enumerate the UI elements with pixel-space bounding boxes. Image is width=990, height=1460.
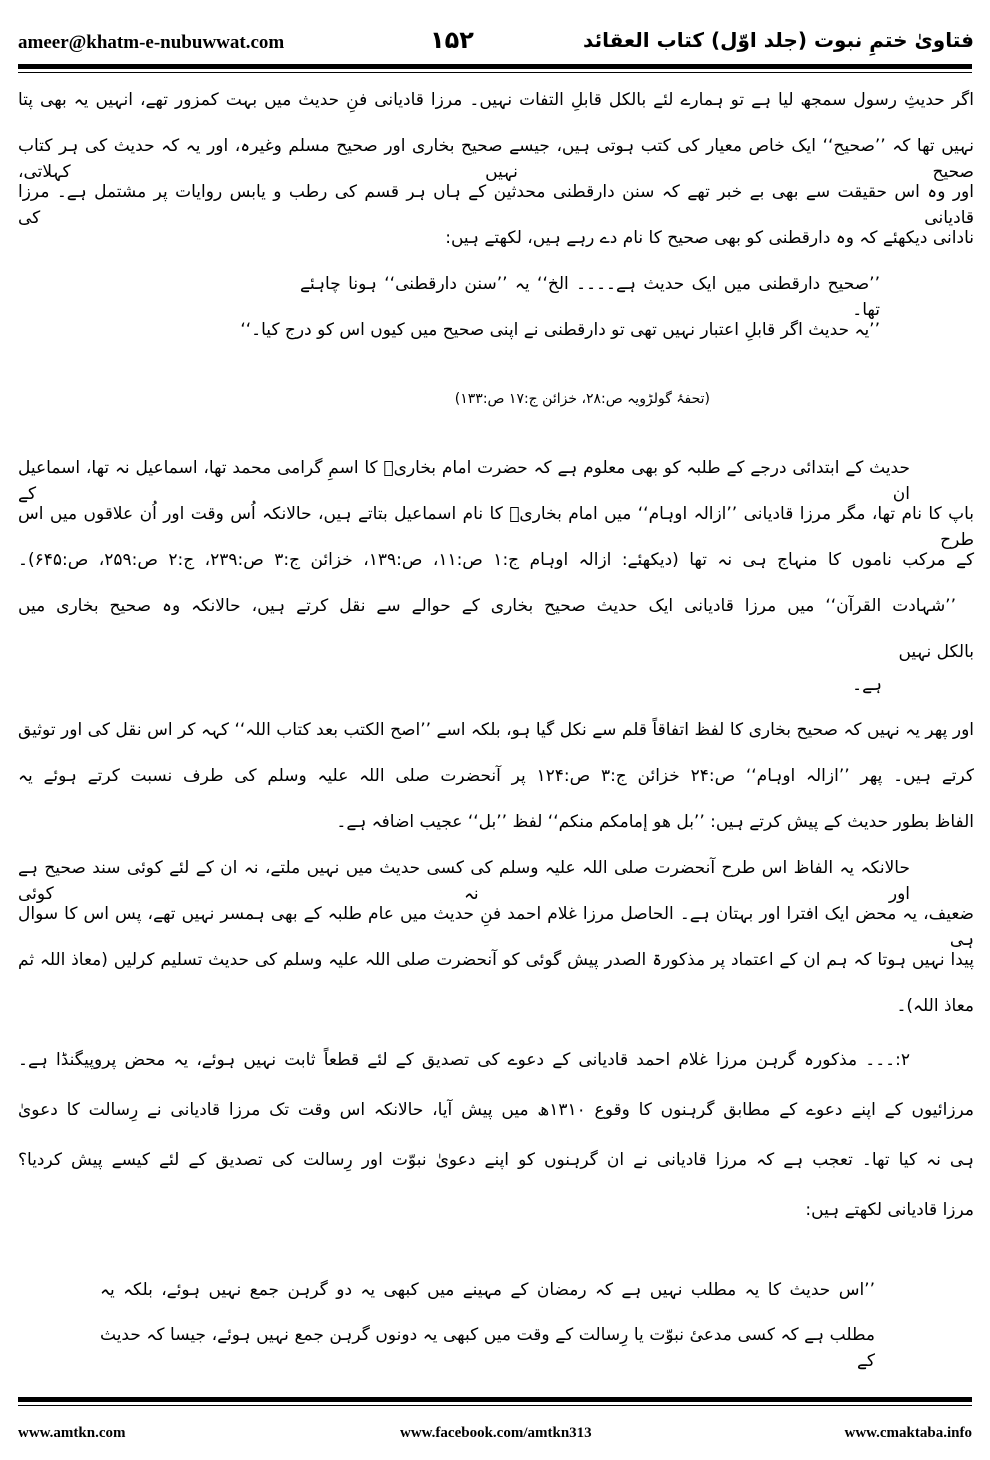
footer-link-cmaktaba[interactable]: www.cmaktaba.info bbox=[844, 1425, 972, 1441]
body-line: اور پھر یہ نہیں کہ صحیح بخاری کا لفظ اتفاقاً قلم سے نکل گیا ہو، بلکہ اسے ’’اصح الکتب بعد کتاب اللہ‘‘ کہہ کر اس نقل کی اور توثیق bbox=[18, 720, 974, 740]
body-line: الفاظ بطور حدیث کے پیش کرتے ہیں: ’’بل ھو إمامکم منکم‘‘ لفظ ’’بل‘‘ عجیب اضافہ ہے۔ bbox=[336, 812, 974, 832]
body-line: ہے۔ bbox=[852, 675, 882, 695]
page-number: ۱۵۲ bbox=[430, 26, 474, 54]
body-line: حالانکہ یہ الفاظ اس طرح آنحضرت صلی اللہ علیہ وسلم کی کسی حدیث میں نہیں ملتے، نہ ان کے لئے کوئی سند صحیح ہے اور نہ کوئی bbox=[18, 858, 910, 904]
quote-line: ’’اس حدیث کا یہ مطلب نہیں ہے کہ رمضان کے مہینے میں کبھی یہ دو گرہن جمع نہیں ہوئے، بلکہ یہ bbox=[100, 1280, 875, 1300]
body-line: بالکل نہیں bbox=[898, 642, 974, 662]
body-line: باپ کا نام تھا، مگر مرزا قادیانی ’’ازالہ اوہام‘‘ میں امام بخاریؒ کا نام اسماعیل بتاتے ہیں، حالانکہ اُس وقت اور اُن علاقوں میں اس طرح bbox=[18, 504, 974, 550]
quote-line: ’’صحیح دارقطنی میں ایک حدیث ہے۔۔۔۔ الخ‘‘ یہ ’’سنن دارقطنی‘‘ ہونا چاہئے تھا۔ bbox=[300, 274, 880, 320]
body-line: اور وہ اس حقیقت سے بھی بے خبر تھے کہ سنن دارقطنی محدثین کے ہاں ہر قسم کی رطب و یابس روایات پر مشتمل ہے۔ مرزا قادیانی کی bbox=[18, 182, 974, 228]
footer-link-facebook[interactable]: www.facebook.com/amtkn313 bbox=[400, 1425, 592, 1441]
body-line: ضعیف، یہ محض ایک افترا اور بہتان ہے۔ الحاصل مرزا غلام احمد فنِ حدیث میں عام طلبہ کے بھی ہمسر نہیں تھے، پس اس کا سوال ہی bbox=[18, 904, 974, 950]
body-line: ہی نہ کیا تھا۔ تعجب ہے کہ مرزا قادیانی نے ان گرہنوں کو اپنے دعویٰ نبوّت اور رِسالت کی تصدیق کے لئے کیسے پیش کردیا؟ bbox=[18, 1150, 974, 1170]
body-line: کرتے ہیں۔ پھر ’’ازالہ اوہام‘‘ ص:۲۴ خزائن ج:۳ ص:۱۲۴ پر آنحضرت صلی اللہ علیہ وسلم کی طرف نسبت کرتے ہوئے یہ bbox=[18, 766, 975, 786]
body-line: معاذ اللہ)۔ bbox=[896, 996, 974, 1016]
body-line: پیدا نہیں ہوتا کہ ہم ان کے اعتماد پر مذکورۃ الصدر پیش گوئی کو آنحضرت صلی اللہ علیہ وسلم کی حدیث تسلیم کرلیں (معاذ اللہ ثم bbox=[18, 950, 974, 970]
footer-rule-thick bbox=[18, 1397, 972, 1402]
header-email: ameer@khatm-e-nubuwwat.com bbox=[18, 32, 285, 53]
body-line: نہیں تھا کہ ’’صحیح‘‘ ایک خاص معیار کی کتب ہوتی ہیں، جیسے صحیح بخاری اور صحیح مسلم وغیرہ، اور یہ کہ حدیث کی ہر کتاب صحیح نہیں کہلاتی، bbox=[18, 136, 974, 182]
body-line: ’’شہادت القرآن‘‘ میں مرزا قادیانی ایک حدیث صحیح بخاری کے حوالے سے نقل کرتے ہیں، حالانکہ وہ صحیح بخاری میں bbox=[18, 596, 956, 616]
header-rule-thick bbox=[18, 64, 972, 69]
body-line: مرزائیوں کے اپنے دعوے کے مطابق گرہنوں کا وقوع ۱۳۱۰ھ میں پیش آیا، حالانکہ اس وقت تک مرزا قادیانی نے رِسالت کا دعویٰ bbox=[18, 1100, 975, 1120]
quote-line: ’’یہ حدیث اگر قابلِ اعتبار نہیں تھی تو دارقطنی نے اپنی صحیح میں کیوں اس کو درج کیا۔‘‘ bbox=[240, 320, 880, 340]
body-line: ۲:۔۔۔ مذکورہ گرہن مرزا غلام احمد قادیانی کے دعوے کی تصدیق کے لئے قطعاً ثابت نہیں ہوئے، یہ محض پروپیگنڈا ہے۔ bbox=[18, 1050, 910, 1070]
body-line: اگر حدیثِ رسول سمجھ لیا ہے تو ہمارے لئے بالکل قابلِ التفات نہیں۔ مرزا قادیانی فنِ حدیث میں بہت کمزور تھے، انہیں یہ بھی پتا bbox=[18, 90, 974, 110]
footer-rule-thin bbox=[18, 1405, 972, 1406]
footer-link-amtkn[interactable]: www.amtkn.com bbox=[18, 1425, 126, 1441]
body-line: حدیث کے ابتدائی درجے کے طلبہ کو بھی معلوم ہے کہ حضرت امام بخاریؒ کا اسمِ گرامی محمد تھا، اسماعیل نہ تھا، اسماعیل ان کے bbox=[18, 458, 910, 504]
quote-line: مطلب ہے کہ کسی مدعیٔ نبوّت یا رِسالت کے وقت میں کبھی یہ دونوں گرہن جمع نہیں ہوئے، جیسا کہ حدیث کے bbox=[100, 1325, 875, 1371]
body-line: نادانی دیکھئے کہ وہ دارقطنی کو بھی صحیح کا نام دے رہے ہیں، لکھتے ہیں: bbox=[445, 228, 974, 248]
book-title: فتاویٰ ختمِ نبوت (جلد اوّل) کتاب العقائد bbox=[583, 28, 974, 52]
body-line: مرزا قادیانی لکھتے ہیں: bbox=[805, 1200, 974, 1220]
header-rule-thin bbox=[18, 72, 972, 73]
body-line: کے مرکب ناموں کا منہاج ہی نہ تھا (دیکھئے: ازالہ اوہام ج:۱ ص:۱۱، ص:۱۳۹، خزائن ج:۳ ص:۲۳۹، ج:۲ ص:۲۵۹، ص:۶۴۵)۔ bbox=[18, 550, 975, 570]
citation: (تحفۂ گولڑویہ ص:۲۸، خزائن ج:۱۷ ص:۱۳۳) bbox=[454, 391, 710, 407]
